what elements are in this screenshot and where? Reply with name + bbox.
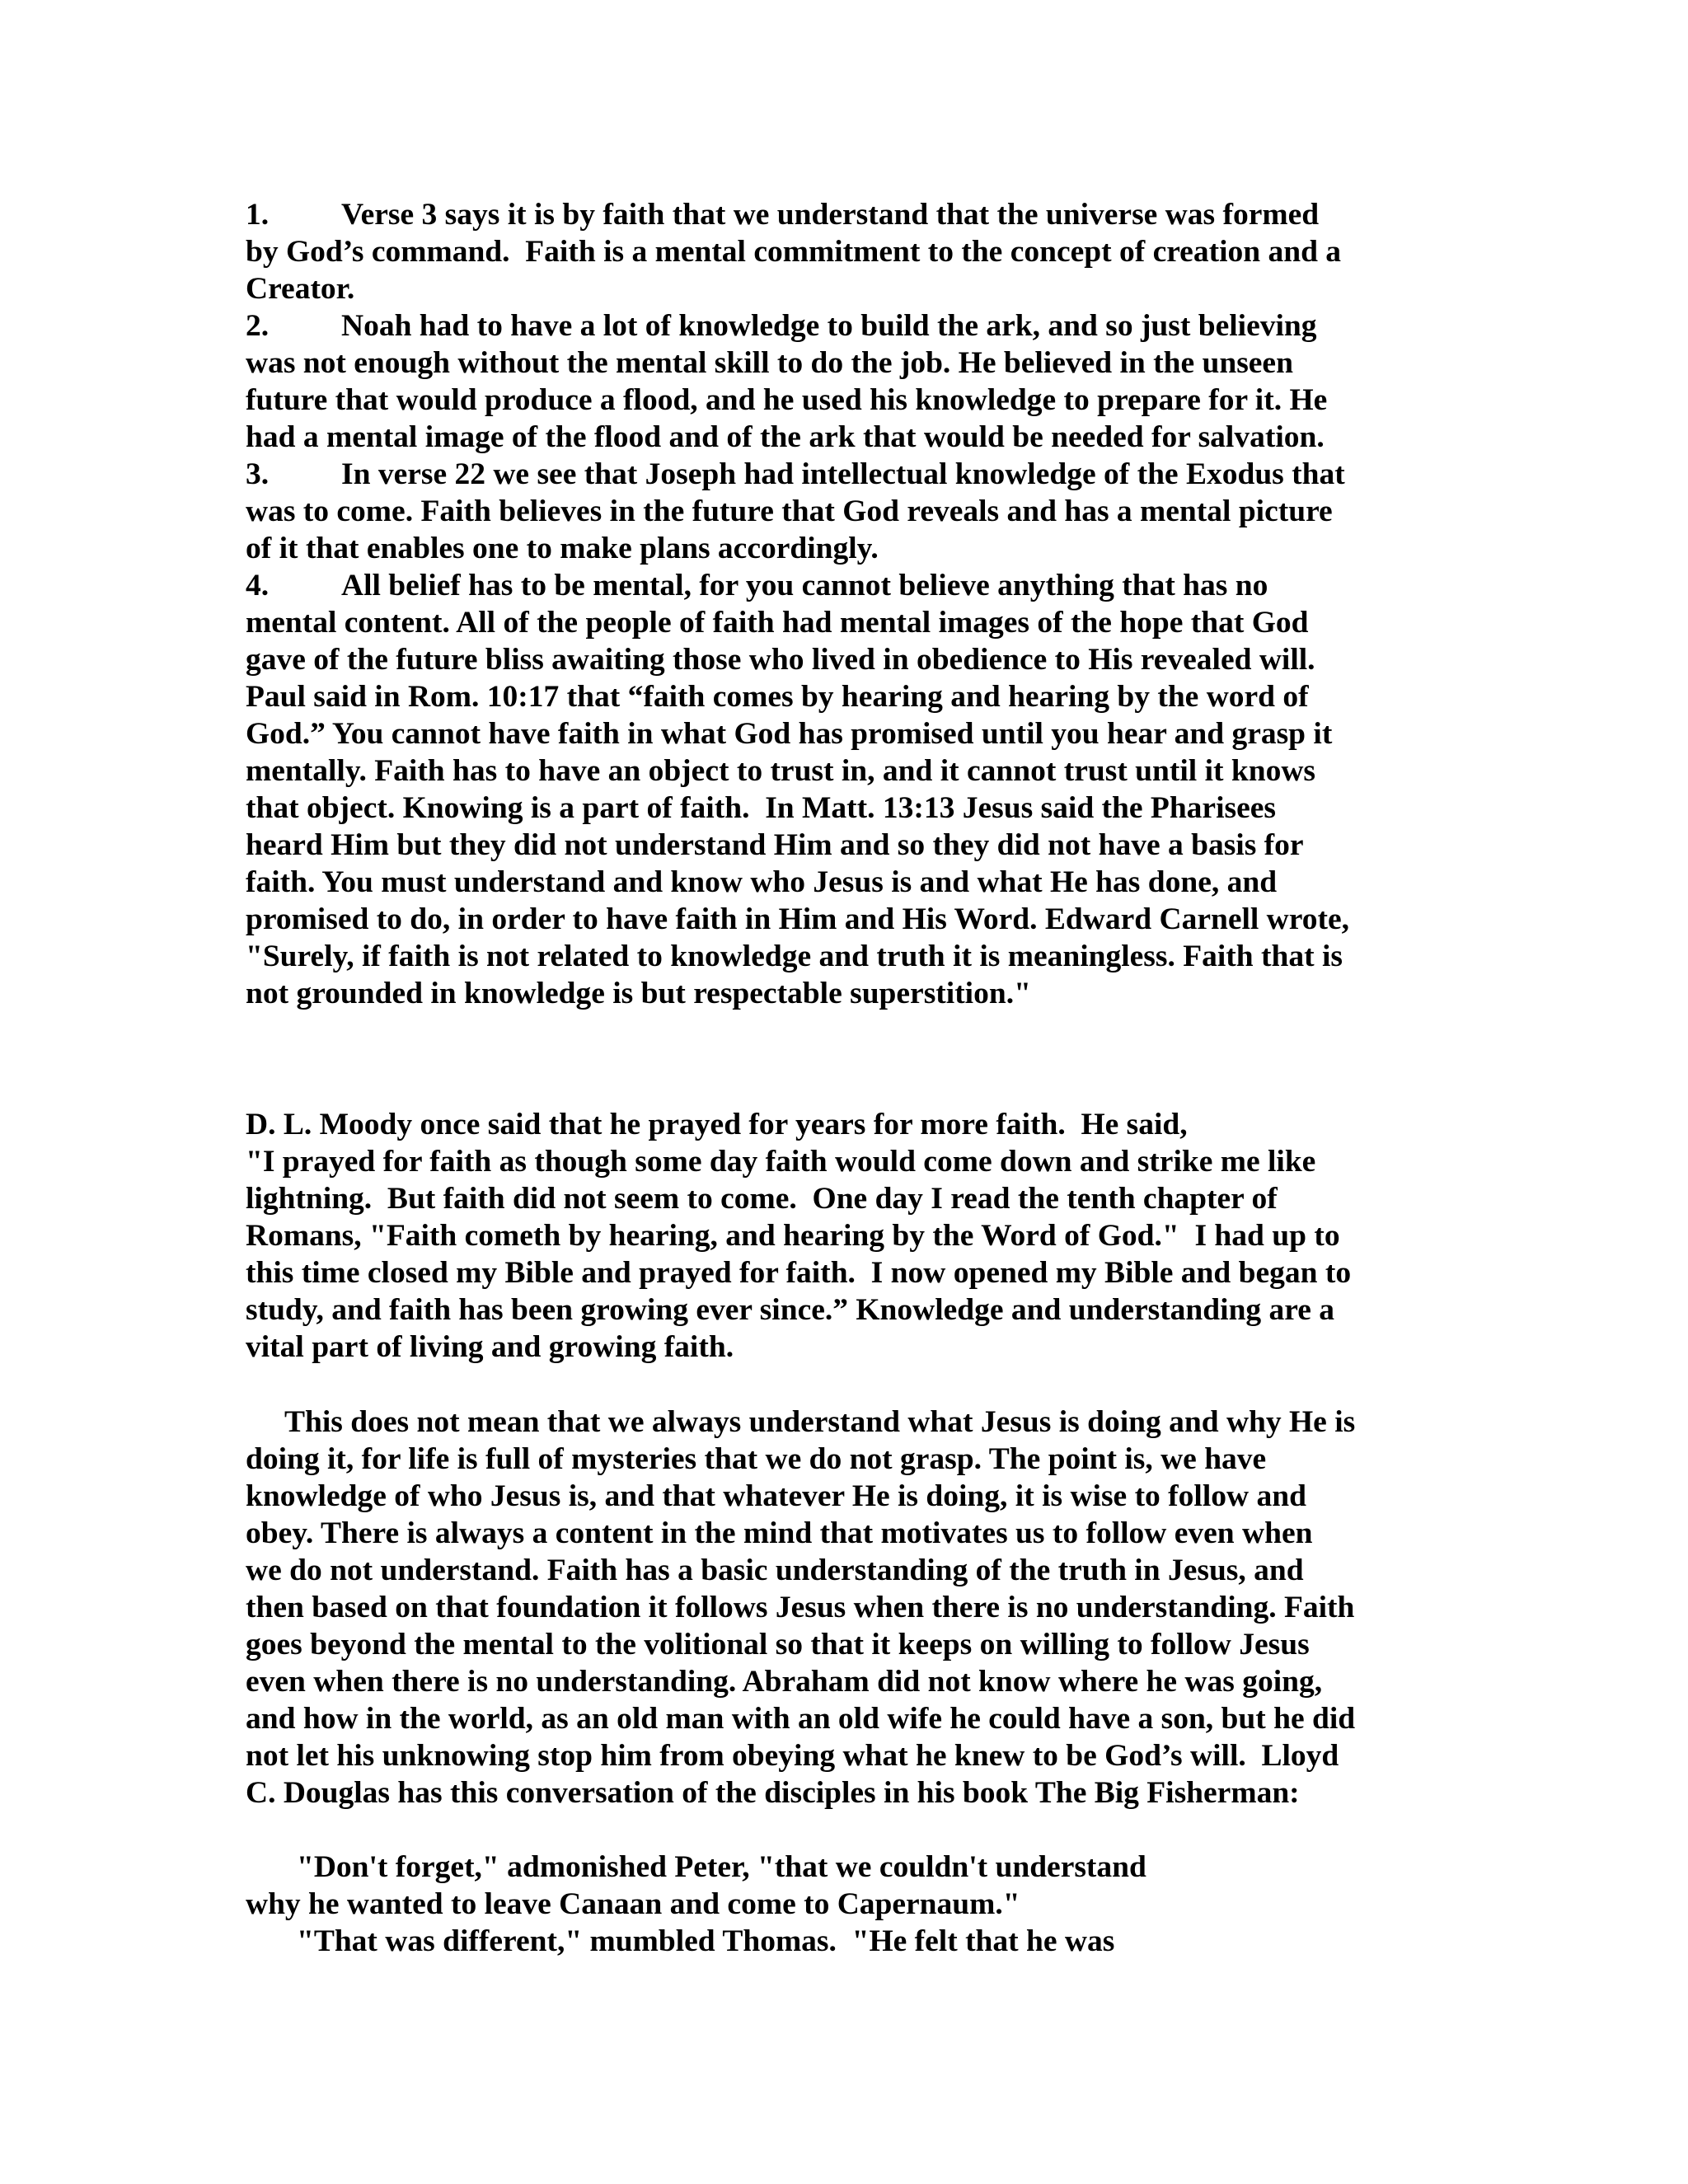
moody-line-6: study, and faith has been growing ever since.” Knowledge and understanding are a	[246, 1293, 1335, 1327]
understanding-line-1: This does not mean that we always understand what Jesus is doing and why He is	[284, 1405, 1356, 1439]
dialogue-line-3: "That was different," mumbled Thomas. "He felt that he was	[297, 1924, 1115, 1958]
understanding-line-11: C. Douglas has this conversation of the disciples in his book The Big Fisherman:	[246, 1776, 1300, 1810]
point-1-line-1	[246, 196, 1319, 233]
point-4-line-7: that object. Knowing is a part of faith. In Matt. 13:13 Jesus said the Pharisees	[246, 791, 1276, 825]
moody-line-7: vital part of living and growing faith.	[246, 1330, 734, 1364]
point-3-line-1	[246, 456, 1345, 493]
moody-line-5: this time closed my Bible and prayed for faith. I now opened my Bible and began to	[246, 1256, 1352, 1290]
point-4-line-4: Paul said in Rom. 10:17 that “faith comes by hearing and hearing by the word of	[246, 680, 1309, 714]
point-4-line-2: mental content. All of the people of faith had mental images of the hope that God	[246, 606, 1309, 640]
understanding-line-10: not let his unknowing stop him from obeying what he knew to be God’s will. Lloyd	[246, 1739, 1339, 1773]
point-4-line-5: God.” You cannot have faith in what God has promised until you hear and grasp it	[246, 717, 1333, 751]
point-4-text: All belief has to be mental, for you cannot believe anything that has no	[341, 569, 1268, 602]
point-3-number: 3.	[246, 457, 270, 491]
understanding-line-9: and how in the world, as an old man with an old wife he could have a son, but he did	[246, 1702, 1356, 1736]
point-1-line-3: Creator.	[246, 272, 355, 306]
point-2-line-1	[246, 307, 1317, 344]
point-4-line-3: gave of the future bliss awaiting those who lived in obedience to His revealed will.	[246, 643, 1315, 677]
understanding-line-3: knowledge of who Jesus is, and that whatever He is doing, it is wise to follow and	[246, 1479, 1306, 1513]
dialogue-line-1: "Don't forget," admonished Peter, "that we couldn't understand	[297, 1850, 1146, 1884]
moody-line-2: "I prayed for faith as though some day faith would come down and strike me like	[246, 1145, 1316, 1179]
moody-line-4: Romans, "Faith cometh by hearing, and hearing by the Word of God." I had up to	[246, 1219, 1340, 1253]
point-4-line-10: promised to do, in order to have faith in Him and His Word. Edward Carnell wrote,	[246, 902, 1349, 936]
point-2-text: Noah had to have a lot of knowledge to build the ark, and so just believing	[341, 309, 1317, 343]
moody-line-1: D. L. Moody once said that he prayed for years for more faith. He said,	[246, 1108, 1188, 1141]
point-2-number: 2.	[246, 309, 270, 343]
point-4-line-8: heard Him but they did not understand Him and so they did not have a basis for	[246, 828, 1304, 862]
point-4-line-12: not grounded in knowledge is but respectable superstition."	[246, 977, 1031, 1010]
point-3-text: In verse 22 we see that Joseph had intellectual knowledge of the Exodus that	[341, 457, 1345, 491]
point-4-number: 4.	[246, 569, 270, 602]
point-2-line-3: future that would produce a flood, and he used his knowledge to prepare for it. He	[246, 383, 1328, 417]
point-1-text: Verse 3 says it is by faith that we understand that the universe was formed	[341, 198, 1320, 232]
point-4-line-6: mentally. Faith has to have an object to trust in, and it cannot trust until it knows	[246, 754, 1316, 788]
point-1-number: 1.	[246, 198, 270, 232]
understanding-line-5: we do not understand. Faith has a basic understanding of the truth in Jesus, and	[246, 1554, 1304, 1587]
point-2-line-4: had a mental image of the flood and of the ark that would be needed for salvation.	[246, 420, 1325, 454]
understanding-line-2: doing it, for life is full of mysteries that we do not grasp. The point is, we have	[246, 1442, 1267, 1476]
point-3-line-2: was to come. Faith believes in the future that God reveals and has a mental picture	[246, 494, 1333, 528]
point-3-line-3: of it that enables one to make plans accordingly.	[246, 532, 879, 565]
point-4-line-1	[246, 567, 1268, 604]
point-4-line-9: faith. You must understand and know who Jesus is and what He has done, and	[246, 865, 1278, 899]
understanding-line-4: obey. There is always a content in the mind that motivates us to follow even when	[246, 1516, 1313, 1550]
moody-line-3: lightning. But faith did not seem to come. One day I read the tenth chapter of	[246, 1182, 1278, 1216]
dialogue-line-2: why he wanted to leave Canaan and come to Capernaum."	[246, 1887, 1020, 1921]
understanding-line-8: even when there is no understanding. Abraham did not know where he was going,	[246, 1665, 1323, 1699]
point-4-line-11: "Surely, if faith is not related to knowledge and truth it is meaningless. Faith that is	[246, 940, 1343, 973]
point-1-line-2: by God’s command. Faith is a mental commitment to the concept of creation and a	[246, 235, 1342, 269]
understanding-line-6: then based on that foundation it follows Jesus when there is no understanding. Faith	[246, 1591, 1355, 1624]
understanding-line-7: goes beyond the mental to the volitional so that it keeps on willing to follow Jesus	[246, 1628, 1310, 1661]
point-2-line-2: was not enough without the mental skill to do the job. He believed in the unseen	[246, 346, 1293, 380]
